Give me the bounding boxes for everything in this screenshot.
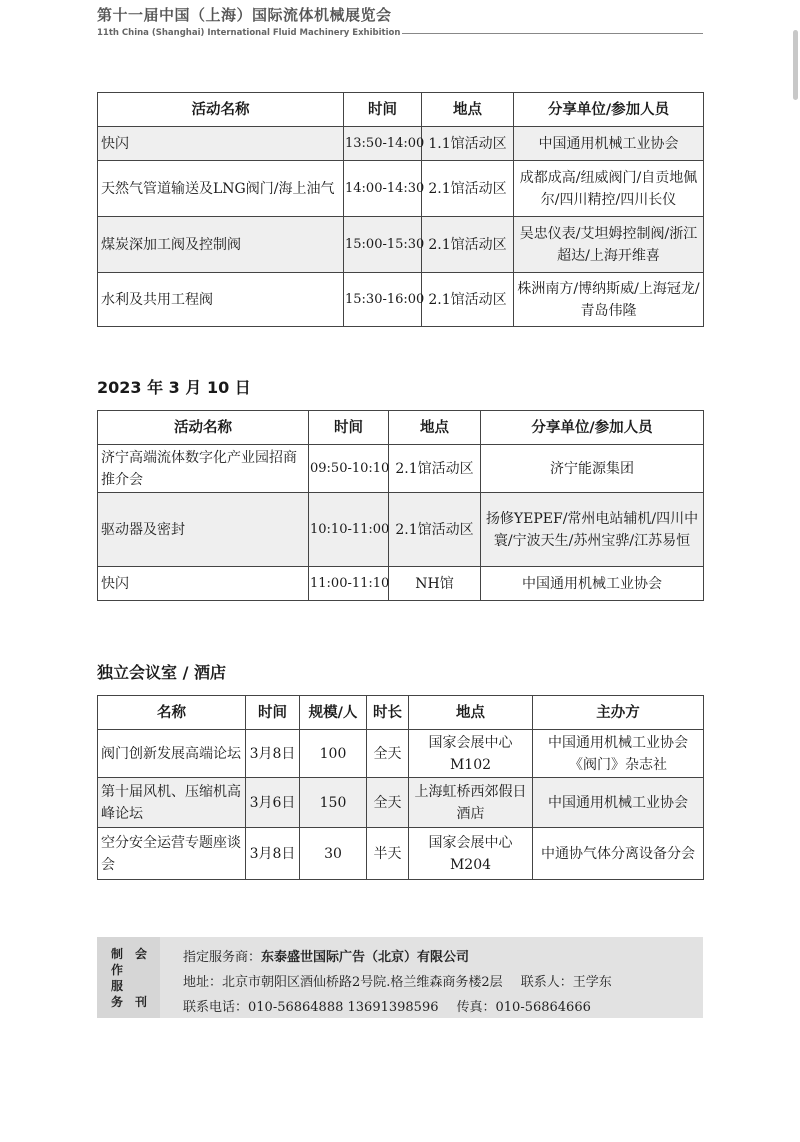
table-row: 济宁高端流体数字化产业园招商推介会 09:50-10:10 2.1馆活动区 济宁能源集团 <box>98 445 704 493</box>
footer-service-box <box>97 937 703 1018</box>
col-header-place: 地点 <box>409 696 533 730</box>
table-row: 快闪 13:50-14:00 1.1馆活动区 中国通用机械工业协会 <box>98 127 704 161</box>
col-header-host: 主办方 <box>533 696 704 730</box>
service-phone-line: 联系电话：010-56864888 13691398596 传真：010-56864666 <box>183 1000 591 1015</box>
col-header-name: 活动名称 <box>98 411 309 445</box>
col-header-date: 时间 <box>246 696 300 730</box>
table-row: 煤炭深加工阀及控制阀 15:00-15:30 2.1馆活动区 吴忠仪表/艾坦姆控制阀/浙江超达/上海开维喜 <box>98 217 704 273</box>
activity-table-day2 <box>97 410 704 601</box>
table-row: 空分安全运营专题座谈会 3月8日 30 半天 国家会展中心M204 中通协气体分离设备分会 <box>98 828 704 880</box>
service-info <box>183 945 612 1020</box>
col-header-units: 分享单位/参加人员 <box>481 411 704 445</box>
table-row: 快闪 11:00-11:10 NH馆 中国通用机械工业协会 <box>98 567 704 601</box>
col-header-name: 活动名称 <box>98 93 344 127</box>
col-header-place: 地点 <box>389 411 481 445</box>
col-header-place: 地点 <box>422 93 514 127</box>
service-address-line: 地址：北京市朝阳区酒仙桥路2号院.格兰维森商务楼2层 联系人：王学东 <box>183 975 612 990</box>
activity-table-day1 <box>97 92 704 327</box>
col-header-units: 分享单位/参加人员 <box>514 93 704 127</box>
col-header-name: 名称 <box>98 696 246 730</box>
table-row: 第十届风机、压缩机高峰论坛 3月6日 150 全天 上海虹桥西郊假日酒店 中国通用机械工业协会 <box>98 778 704 828</box>
table-row: 阀门创新发展高端论坛 3月8日 100 全天 国家会展中心M102 中国通用机械工业协会《阀门》杂志社 <box>98 730 704 778</box>
col-header-time: 时间 <box>309 411 389 445</box>
table-row: 驱动器及密封 10:10-11:00 2.1馆活动区 扬修YEPEF/常州电站辅机/四川中寰/宁波天生/苏州宝骅/江苏易恒 <box>98 493 704 567</box>
exhibition-subtitle: 11th China (Shanghai) International Fluid Machinery Exhibition <box>97 28 401 38</box>
col-header-duration: 时长 <box>367 696 409 730</box>
venue-heading: 独立会议室 / 酒店 <box>97 663 226 682</box>
page-header <box>97 4 703 38</box>
service-agent: 指定服务商：东泰盛世国际广告（北京）有限公司 <box>183 950 470 965</box>
scrollbar-thumb[interactable] <box>793 30 798 100</box>
table-row: 水利及共用工程阀 15:30-16:00 2.1馆活动区 株洲南方/博纳斯威/上海冠龙/青岛伟隆 <box>98 273 704 327</box>
table-row: 天然气管道输送及LNG阀门/海上油气 14:00-14:30 2.1馆活动区 成都成高/纽威阀门/自贡地佩尔/四川精控/四川长仪 <box>98 161 704 217</box>
col-header-time: 时间 <box>344 93 422 127</box>
header-rule <box>402 33 703 34</box>
exhibition-title: 第十一届中国（上海）国际流体机械展览会 <box>97 6 392 24</box>
date-heading: 2023 年 3 月 10 日 <box>97 378 251 397</box>
venue-table <box>97 695 704 880</box>
service-badge: 制 会 作 服 务 刊 <box>97 937 160 1018</box>
col-header-size: 规模/人 <box>300 696 367 730</box>
